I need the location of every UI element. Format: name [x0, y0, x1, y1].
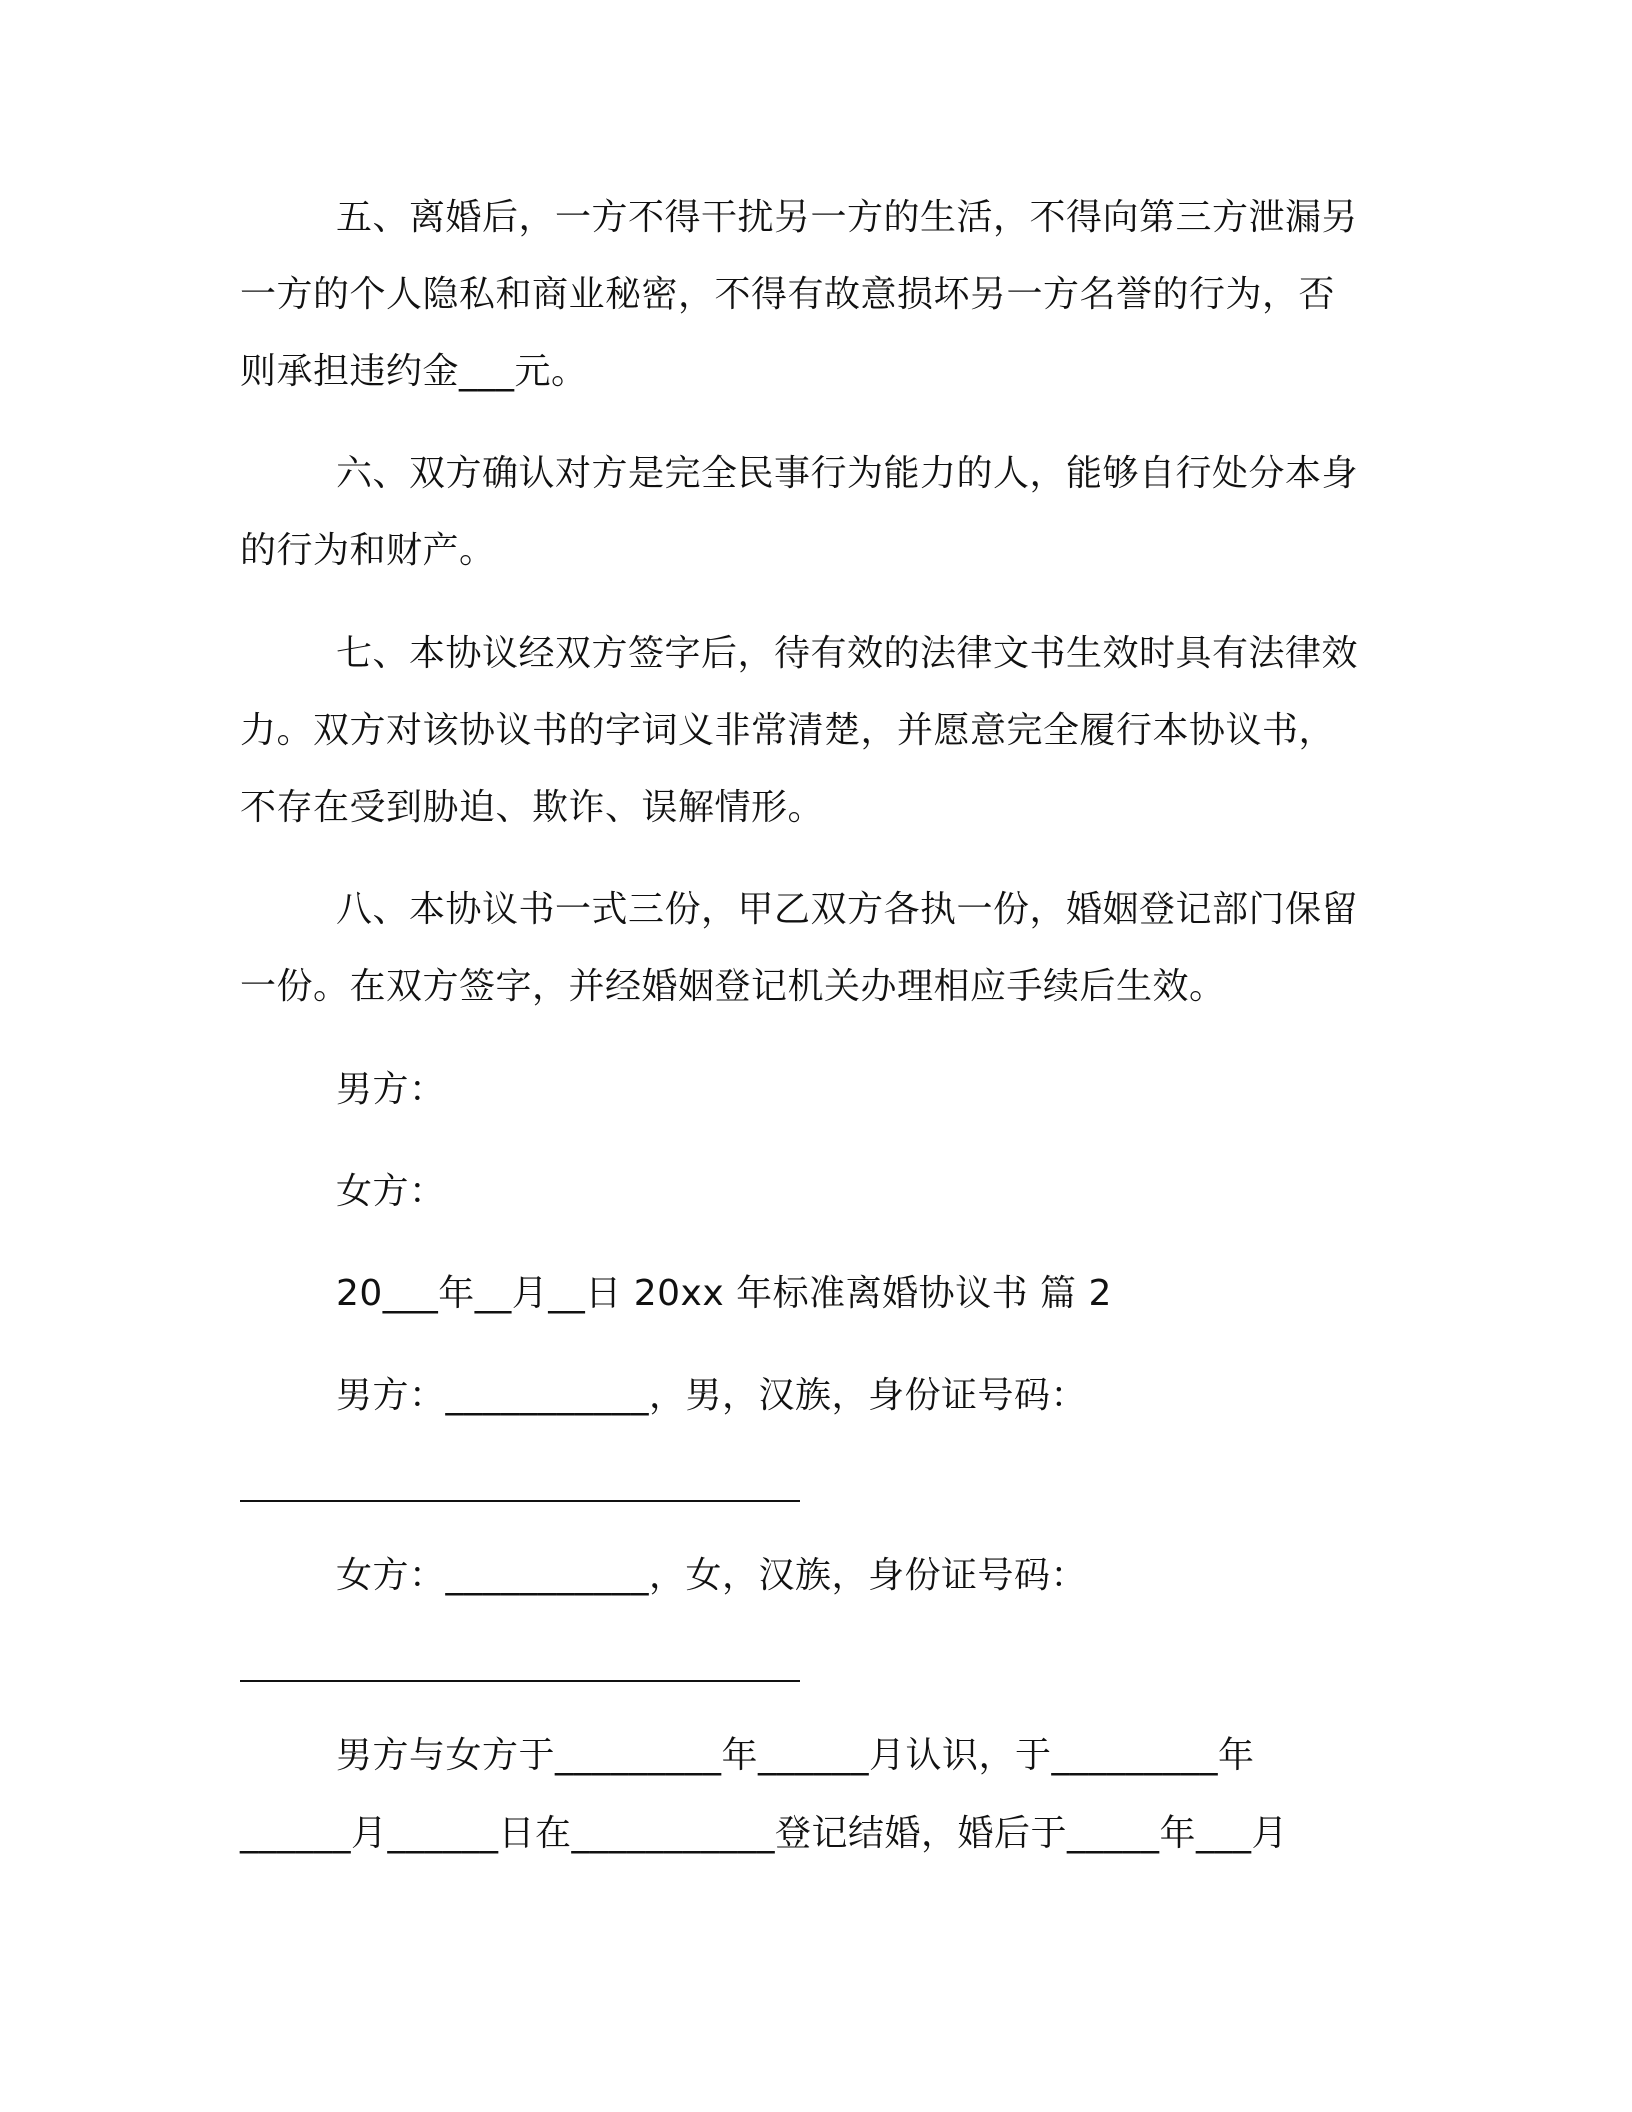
- clause-6-line-1: 六、双方确认对方是完全民事行为能力的人，能够自行处分本身: [336, 453, 1359, 494]
- clause-6-line-2: 的行为和财产。: [240, 530, 496, 571]
- signature-male-label: 男方：: [336, 1069, 446, 1110]
- marriage-info-line-1: 男方与女方于_________年______月认识，于_________年: [336, 1735, 1255, 1776]
- party-female-info: 女方：___________，女，汉族，身份证号码：: [336, 1555, 1088, 1596]
- female-id-blank-line: [240, 1680, 800, 1682]
- clause-5-line-3: 则承担违约金___元。: [240, 351, 588, 392]
- clause-8-line-2: 一份。在双方签字，并经婚姻登记机关办理相应手续后生效。: [240, 966, 1226, 1007]
- clause-7-line-1: 七、本协议经双方签字后，待有效的法律文书生效时具有法律效: [336, 633, 1359, 674]
- marriage-info-line-2: ______月______日在___________登记结婚，婚后于_____年___月: [240, 1813, 1289, 1854]
- clause-7-line-3: 不存在受到胁迫、欺诈、误解情形。: [240, 787, 825, 828]
- male-id-blank-line: [240, 1500, 800, 1502]
- date-heading: 20___年__月__日 20xx 年标准离婚协议书 篇 2: [336, 1273, 1112, 1314]
- document-page: [240, 0, 1390, 2112]
- clause-8-line-1: 八、本协议书一式三份，甲乙双方各执一份，婚姻登记部门保留: [336, 889, 1359, 930]
- clause-5-line-1: 五、离婚后，一方不得干扰另一方的生活，不得向第三方泄漏另: [336, 197, 1359, 238]
- party-male-info: 男方：___________，男，汉族，身份证号码：: [336, 1375, 1088, 1416]
- clause-5-line-2: 一方的个人隐私和商业秘密，不得有故意损坏另一方名誉的行为，否: [240, 274, 1336, 315]
- signature-female-label: 女方：: [336, 1171, 446, 1212]
- clause-7-line-2: 力。双方对该协议书的字词义非常清楚，并愿意完全履行本协议书，: [240, 710, 1336, 751]
